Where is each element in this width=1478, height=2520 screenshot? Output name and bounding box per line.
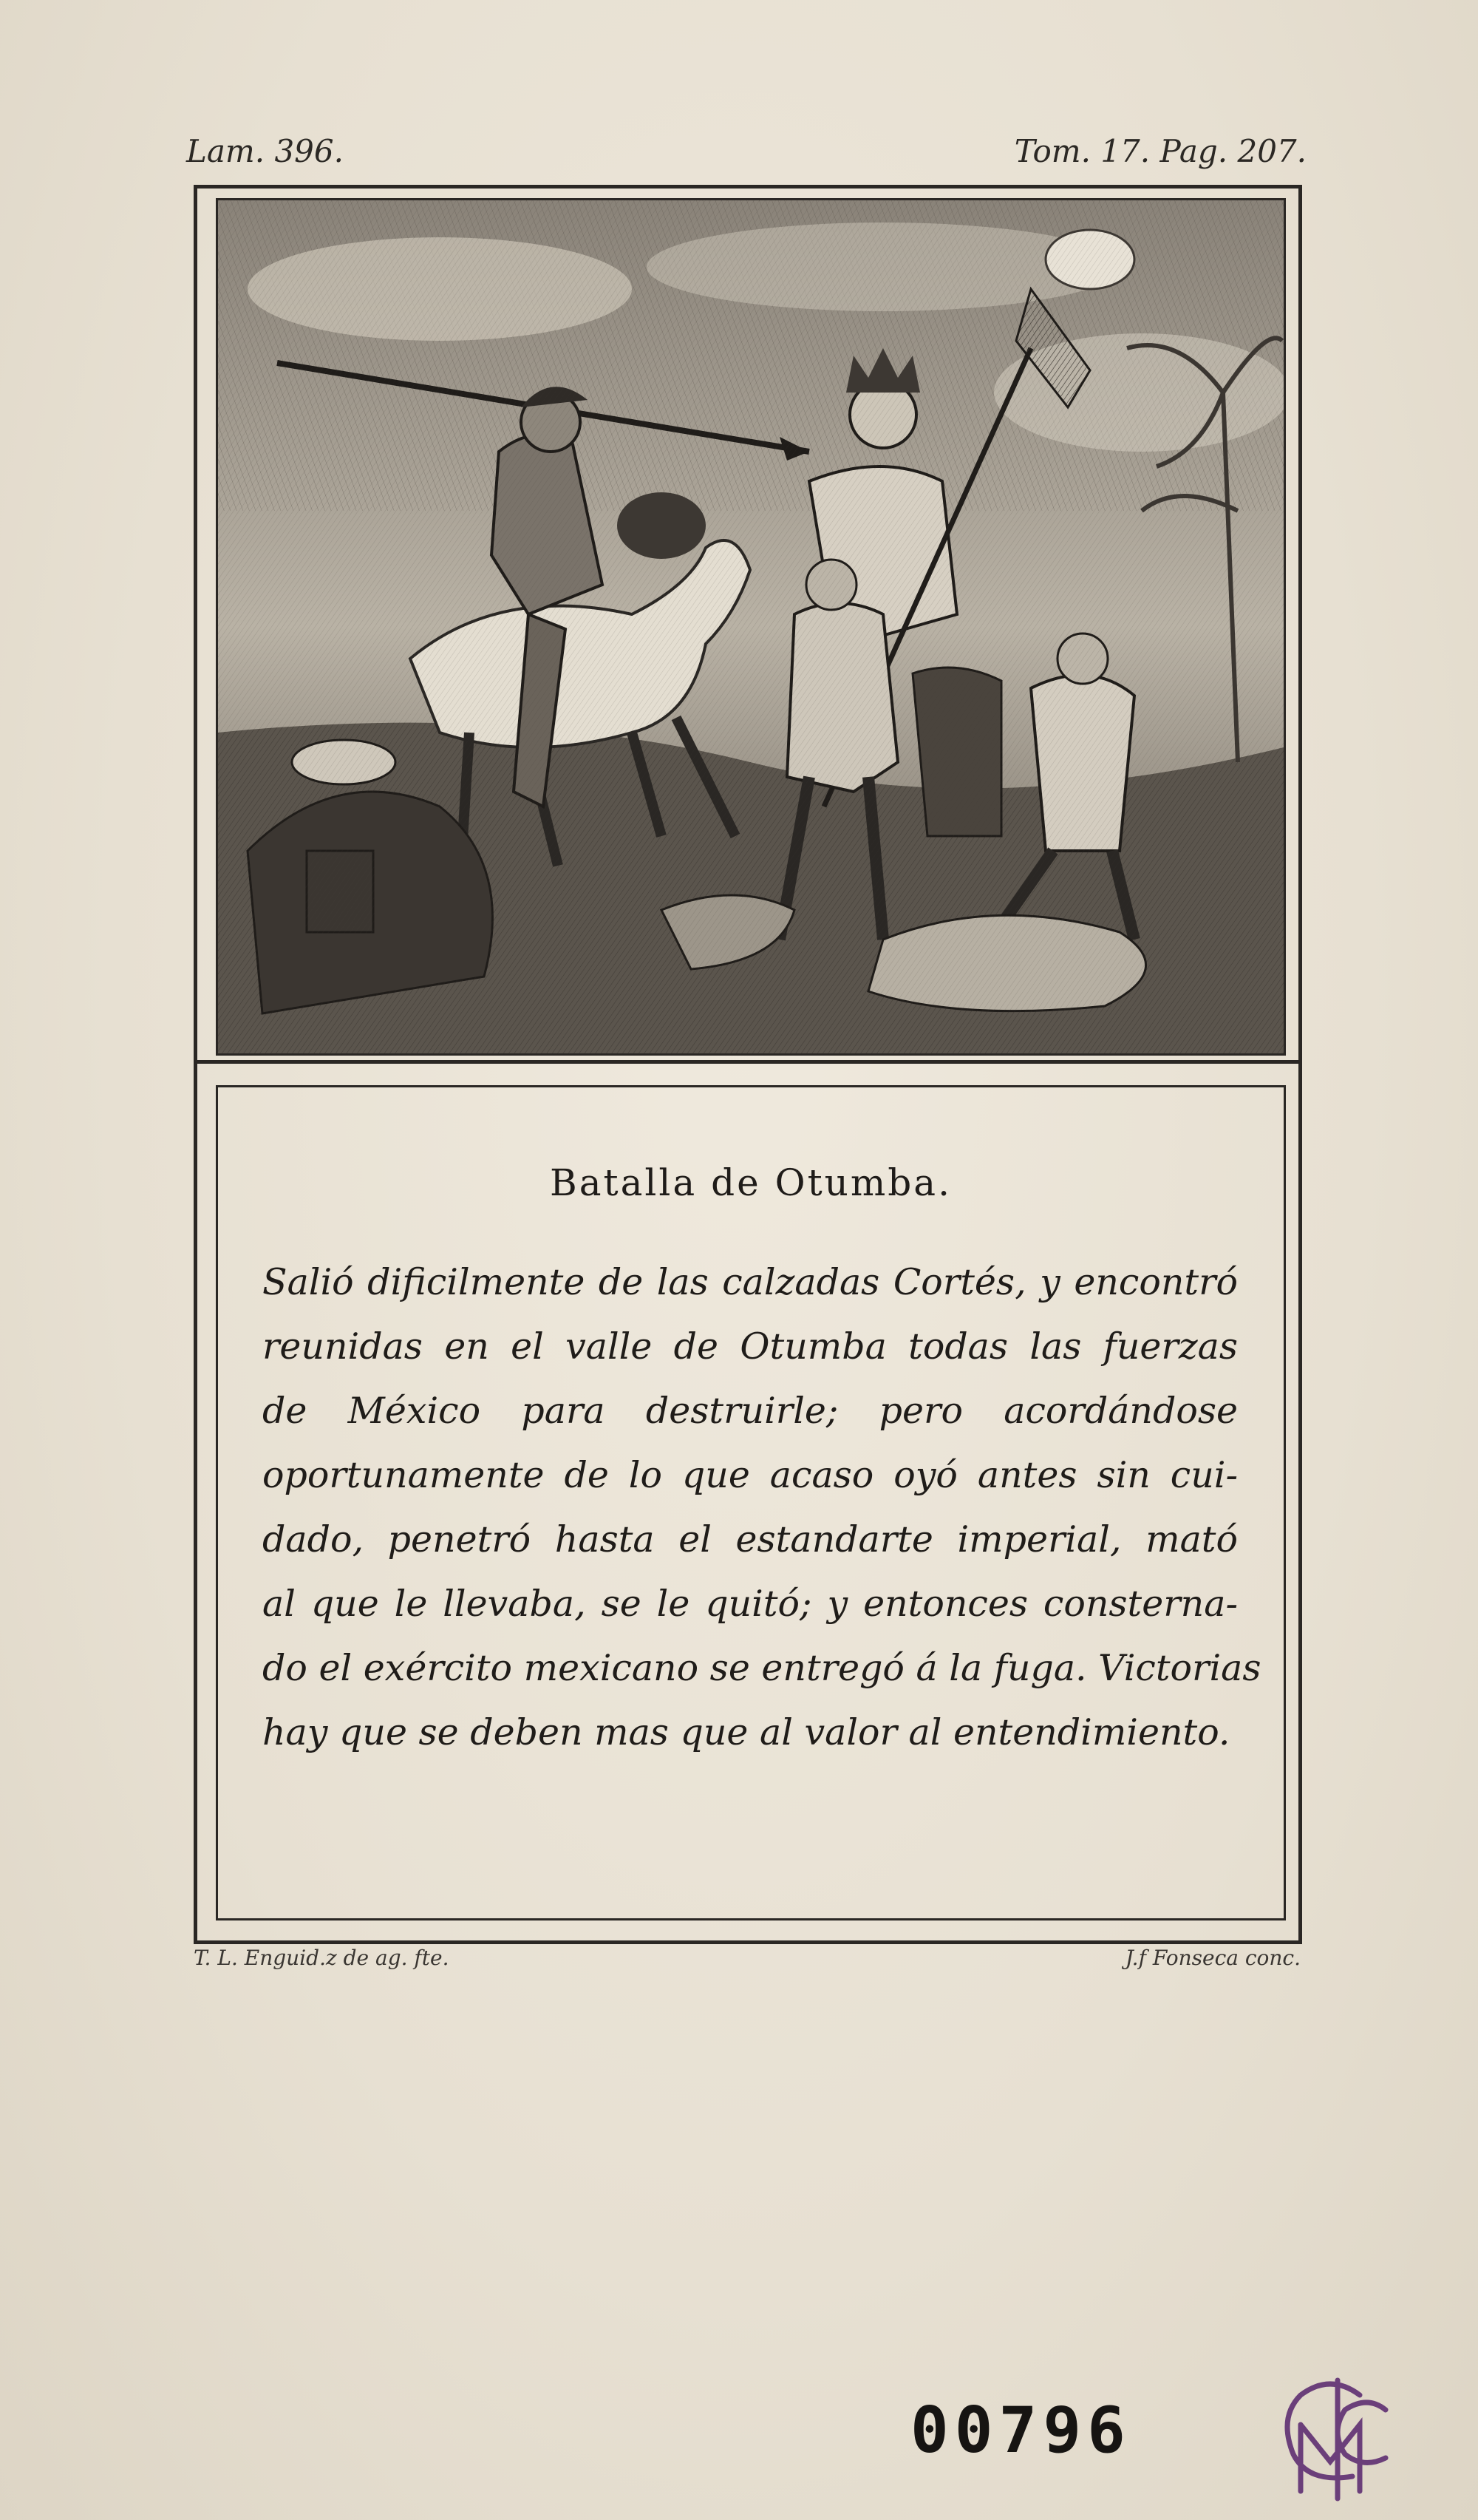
battle-engraving-image xyxy=(218,200,1284,1053)
draftsman-credit: T. L. Enguid.z de ag. fte. xyxy=(194,1946,449,1970)
caption-line: oportunamente de lo que acaso oyó antes sin cui- xyxy=(262,1454,1238,1496)
engraver-credit: J.f Fonseca conc. xyxy=(1125,1946,1301,1970)
plate-number: Lam. 396. xyxy=(186,133,344,169)
caption-line: hay que se deben mas que al valor al entendimiento. xyxy=(262,1711,1230,1753)
caption-title: Batalla de Otumba. xyxy=(549,1161,953,1204)
caption-line: reunidas en el valle de Otumba todas las fuerzas xyxy=(262,1325,1238,1368)
caption-line: do el exército mexicano se entregó á la fuga. Victorias xyxy=(262,1647,1261,1689)
caption-line: al que le llevaba, se le quitó; y entonces consterna- xyxy=(262,1583,1238,1625)
caption-line: dado, penetró hasta el estandarte imperial, mató xyxy=(262,1518,1238,1560)
volume-page: Tom. 17. Pag. 207. xyxy=(1014,133,1307,169)
caption-line: Salió dificilmente de las calzadas Cortés, y encontró xyxy=(262,1261,1238,1303)
collection-stamp-icon xyxy=(1249,2366,1419,2506)
engraving-plate xyxy=(216,198,1286,1056)
plate-divider xyxy=(194,1060,1302,1064)
inventory-number: 00796 xyxy=(910,2394,1131,2468)
caption-body xyxy=(262,1250,1261,1765)
caption-line: de México para destruirle; pero acordándose xyxy=(262,1390,1238,1432)
caption-box xyxy=(216,1085,1286,1920)
